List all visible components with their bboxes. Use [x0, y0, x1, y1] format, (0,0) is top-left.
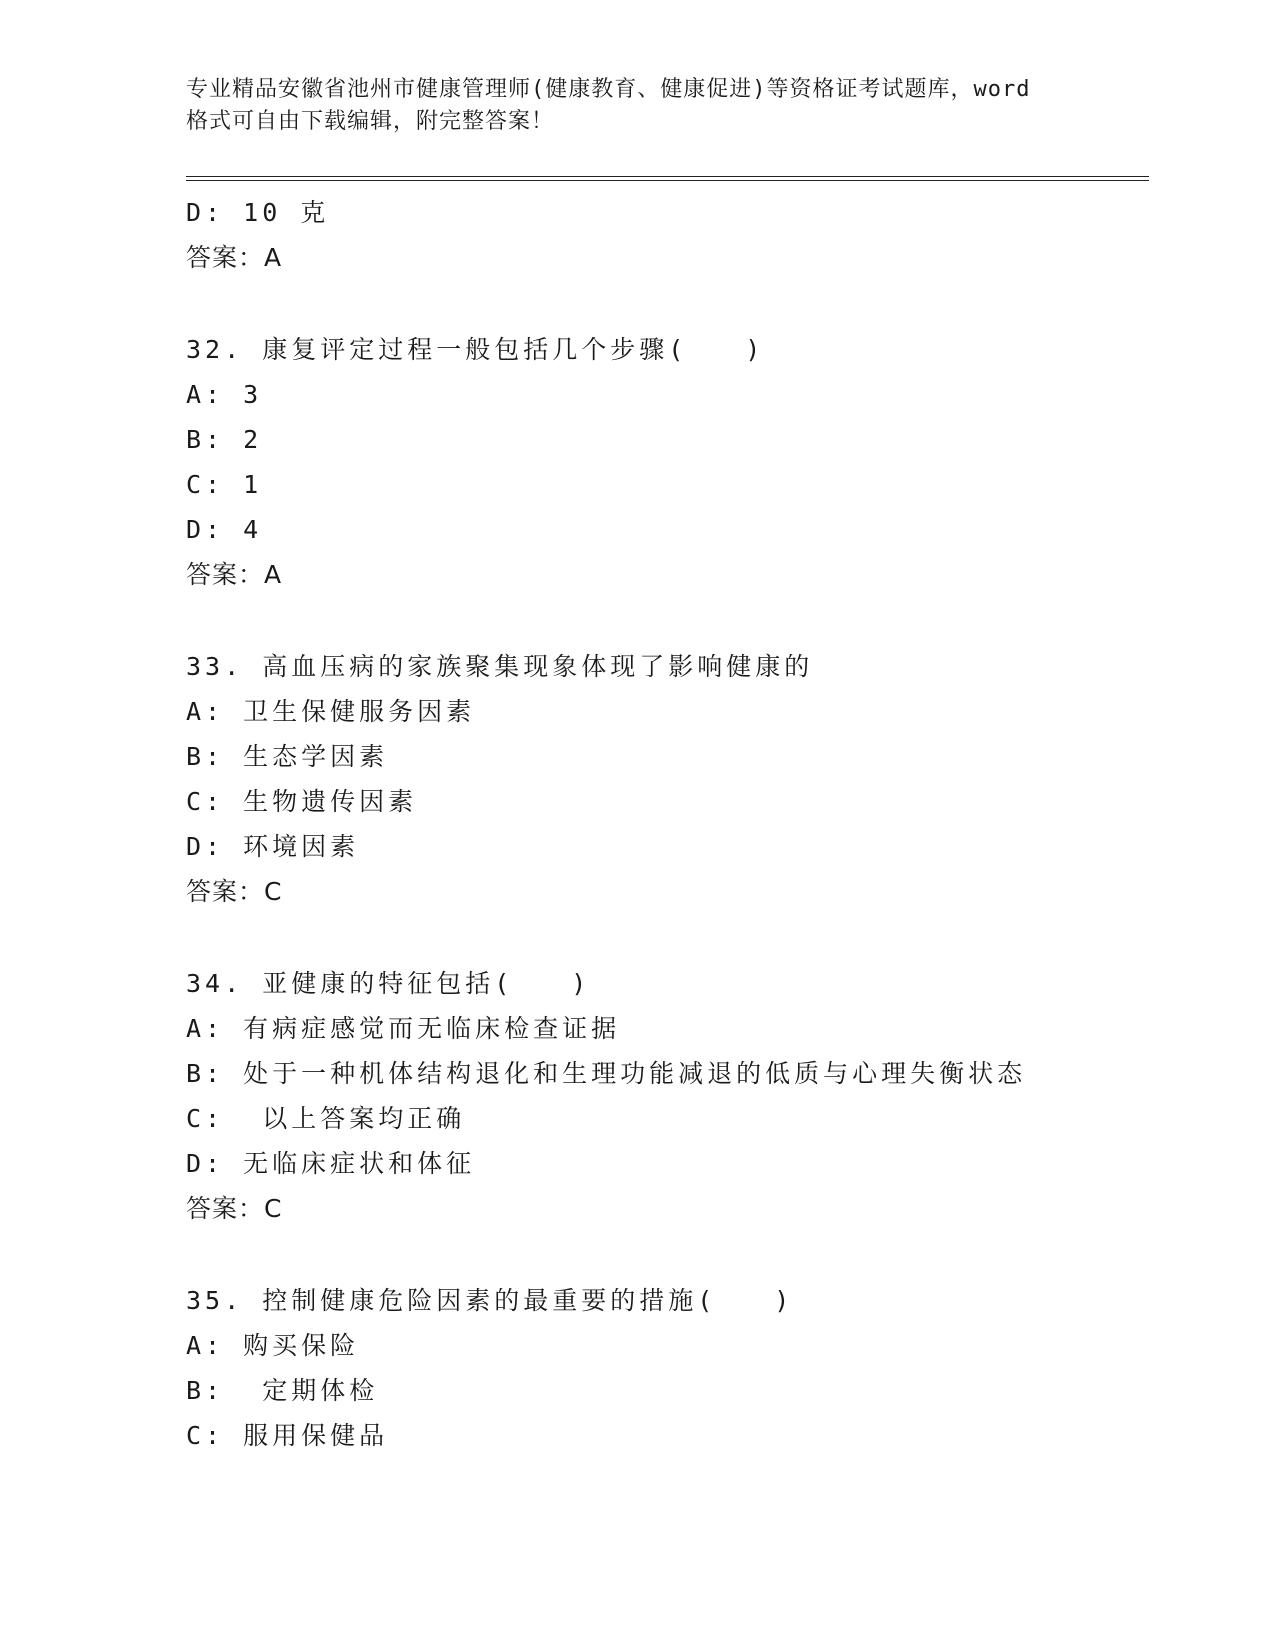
question-32-title: 32. 康复评定过程一般包括几个步骤( ) — [186, 335, 765, 364]
header-divider — [186, 176, 1149, 181]
header-line-2: 格式可自由下载编辑，附完整答案！ — [186, 109, 555, 134]
question-35-option-c: C: 服用保健品 — [186, 1421, 389, 1450]
question-32-option-c: C: 1 — [186, 470, 263, 499]
question-32-answer: 答案：A — [186, 560, 283, 589]
prev-answer: 答案：A — [186, 243, 283, 272]
question-34-answer: 答案：C — [186, 1194, 283, 1223]
question-33-option-c: C: 生物遗传因素 — [186, 787, 418, 816]
question-35-option-b: B: 定期体检 — [186, 1376, 379, 1405]
question-34-option-d: D: 无临床症状和体征 — [186, 1149, 476, 1178]
question-32-option-b: B: 2 — [186, 425, 263, 454]
question-33-option-b: B: 生态学因素 — [186, 742, 389, 771]
question-33-option-a: A: 卫生保健服务因素 — [186, 697, 476, 726]
question-33-title: 33. 高血压病的家族聚集现象体现了影响健康的 — [186, 652, 814, 681]
question-33-answer: 答案：C — [186, 877, 283, 906]
question-35-option-a: A: 购买保险 — [186, 1331, 360, 1360]
header-line-1: 专业精品安徽省池州市健康管理师(健康教育、健康促进)等资格证考试题库，word — [186, 77, 1031, 102]
question-list — [186, 190, 1186, 1458]
question-34-option-b: B: 处于一种机体结构退化和生理功能减退的低质与心理失衡状态 — [186, 1059, 1027, 1088]
question-34-option-c: C: 以上答案均正确 — [186, 1104, 466, 1133]
question-35-title: 35. 控制健康危险因素的最重要的措施( ) — [186, 1286, 794, 1315]
question-32-option-a: A: 3 — [186, 380, 263, 409]
document-header — [186, 74, 1086, 138]
prev-option-d: D: 10 克 — [186, 198, 330, 227]
question-32-option-d: D: 4 — [186, 515, 263, 544]
question-34-option-a: A: 有病症感觉而无临床检查证据 — [186, 1014, 621, 1043]
question-34-title: 34. 亚健康的特征包括( ) — [186, 969, 591, 998]
question-33-option-d: D: 环境因素 — [186, 832, 360, 861]
